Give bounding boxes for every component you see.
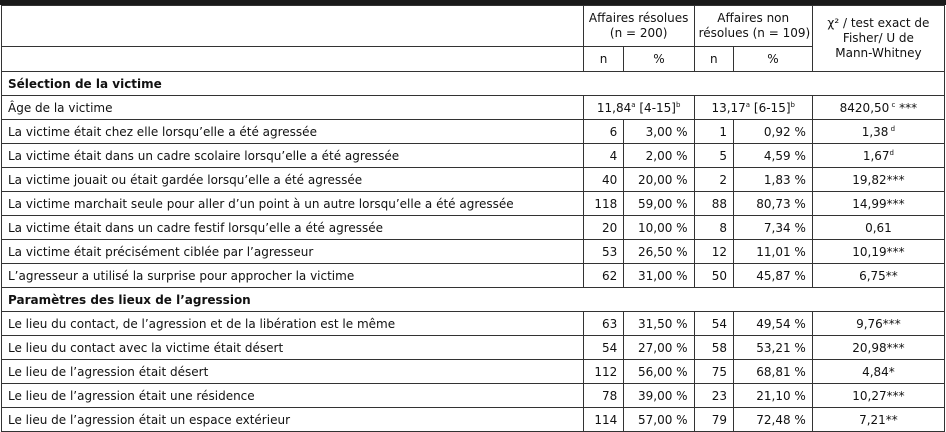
footnote-marker: d bbox=[889, 148, 894, 157]
unresolved-count: 5 bbox=[694, 144, 733, 168]
statistic-cell bbox=[812, 360, 944, 384]
unresolved-count: 58 bbox=[694, 336, 733, 360]
resolved-count: 54 bbox=[583, 336, 623, 360]
unresolved-count: 23 bbox=[694, 384, 733, 408]
resolved-count: 4 bbox=[583, 144, 623, 168]
unresolved-count: 79 bbox=[694, 408, 733, 432]
header-resolved-title: Affaires résolues bbox=[588, 11, 689, 25]
unresolved-percent: 0,92 % bbox=[734, 120, 813, 144]
resolved-percent: 26,50 % bbox=[624, 240, 694, 264]
table-row bbox=[2, 360, 945, 384]
subheader-n-unresolved: n bbox=[694, 47, 733, 72]
statistic-cell bbox=[812, 312, 944, 336]
table-row bbox=[2, 120, 945, 144]
statistic-value: 1,38 bbox=[861, 124, 889, 139]
statistic-cell bbox=[812, 336, 944, 360]
statistic-value: 1,67 bbox=[862, 148, 890, 163]
age-stat-cell bbox=[812, 96, 944, 120]
statistic-cell bbox=[812, 264, 944, 288]
unresolved-percent: 80,73 % bbox=[734, 192, 813, 216]
row-label: La victime était précisément ciblée par l’agresseur bbox=[2, 240, 584, 264]
unresolved-percent: 49,54 % bbox=[734, 312, 813, 336]
statistic-value: 10,19*** bbox=[852, 244, 905, 259]
header-resolved-count: (n = 200) bbox=[609, 26, 668, 40]
resolved-percent: 56,00 % bbox=[624, 360, 694, 384]
resolved-count: 118 bbox=[583, 192, 623, 216]
age-resolved-range: [4-15] bbox=[635, 100, 676, 115]
statistic-value: 7,21** bbox=[859, 412, 898, 427]
unresolved-count: 50 bbox=[694, 264, 733, 288]
header-unresolved-title: Affaires non bbox=[717, 11, 790, 25]
row-label: L’agresseur a utilisé la surprise pour approcher la victime bbox=[2, 264, 584, 288]
resolved-count: 78 bbox=[583, 384, 623, 408]
section-header-location-parameters bbox=[2, 288, 945, 312]
unresolved-percent: 1,83 % bbox=[734, 168, 813, 192]
resolved-count: 63 bbox=[583, 312, 623, 336]
resolved-percent: 31,50 % bbox=[624, 312, 694, 336]
statistic-cell bbox=[812, 240, 944, 264]
footnote-marker: d bbox=[888, 124, 896, 133]
age-unresolved-mean: 13,17 bbox=[711, 100, 746, 115]
table-row bbox=[2, 408, 945, 432]
age-stat-value: 8420,50 bbox=[839, 100, 890, 115]
unresolved-percent: 4,59 % bbox=[734, 144, 813, 168]
section-title: Paramètres des lieux de l’agression bbox=[2, 288, 945, 312]
resolved-count: 6 bbox=[583, 120, 623, 144]
unresolved-percent: 21,10 % bbox=[734, 384, 813, 408]
statistic-value: 6,75** bbox=[859, 268, 898, 283]
section-header-victim-selection bbox=[2, 72, 945, 96]
resolved-percent: 20,00 % bbox=[624, 168, 694, 192]
section-title: Sélection de la victime bbox=[2, 72, 945, 96]
statistic-value: 20,98*** bbox=[852, 340, 905, 355]
header-empty-cell bbox=[2, 6, 584, 47]
row-label: Le lieu de l’agression était désert bbox=[2, 360, 584, 384]
resolved-percent: 27,00 % bbox=[624, 336, 694, 360]
statistic-cell bbox=[812, 192, 944, 216]
unresolved-count: 2 bbox=[694, 168, 733, 192]
unresolved-count: 75 bbox=[694, 360, 733, 384]
row-label: La victime jouait ou était gardée lorsqu’elle a été agressée bbox=[2, 168, 584, 192]
row-label: Le lieu de l’agression était un espace extérieur bbox=[2, 408, 584, 432]
header-stat-line2: Fisher/ U de bbox=[842, 31, 914, 45]
row-label: Le lieu du contact avec la victime était désert bbox=[2, 336, 584, 360]
table-row bbox=[2, 168, 945, 192]
unresolved-count: 1 bbox=[694, 120, 733, 144]
statistic-value: 4,84* bbox=[862, 364, 895, 379]
results-table bbox=[1, 5, 945, 432]
header-unresolved bbox=[694, 6, 812, 47]
table-row bbox=[2, 144, 945, 168]
statistic-value: 10,27*** bbox=[852, 388, 905, 403]
resolved-count: 40 bbox=[583, 168, 623, 192]
table-row-age bbox=[2, 96, 945, 120]
unresolved-percent: 7,34 % bbox=[734, 216, 813, 240]
statistic-cell bbox=[812, 216, 944, 240]
statistic-value: 9,76*** bbox=[856, 316, 901, 331]
unresolved-count: 54 bbox=[694, 312, 733, 336]
unresolved-percent: 53,21 % bbox=[734, 336, 813, 360]
header-stat-line3: Mann-Whitney bbox=[835, 46, 922, 60]
resolved-count: 114 bbox=[583, 408, 623, 432]
statistic-value: 14,99*** bbox=[852, 196, 905, 211]
resolved-count: 53 bbox=[583, 240, 623, 264]
statistic-cell bbox=[812, 120, 944, 144]
unresolved-count: 88 bbox=[694, 192, 733, 216]
resolved-percent: 57,00 % bbox=[624, 408, 694, 432]
resolved-percent: 59,00 % bbox=[624, 192, 694, 216]
header-row bbox=[2, 6, 945, 47]
footnote-marker: a bbox=[631, 100, 636, 109]
resolved-count: 62 bbox=[583, 264, 623, 288]
resolved-count: 112 bbox=[583, 360, 623, 384]
statistic-cell bbox=[812, 144, 944, 168]
header-resolved bbox=[583, 6, 694, 47]
statistic-cell bbox=[812, 168, 944, 192]
age-resolved-mean: 11,84 bbox=[596, 100, 632, 115]
age-stat-significance: *** bbox=[895, 100, 918, 115]
header-unresolved-count: résolues (n = 109) bbox=[698, 26, 811, 40]
unresolved-percent: 68,81 % bbox=[734, 360, 813, 384]
victim-selection-rows bbox=[2, 120, 945, 288]
resolved-percent: 39,00 % bbox=[624, 384, 694, 408]
resolved-percent: 31,00 % bbox=[624, 264, 694, 288]
footnote-marker: a bbox=[745, 100, 751, 109]
statistic-cell bbox=[812, 384, 944, 408]
table-row bbox=[2, 240, 945, 264]
location-parameters-rows bbox=[2, 312, 945, 432]
table-row bbox=[2, 312, 945, 336]
subheader-row bbox=[2, 47, 945, 72]
row-label: La victime était dans un cadre festif lorsqu’elle a été agressée bbox=[2, 216, 584, 240]
footnote-marker: b bbox=[790, 100, 795, 109]
resolved-percent: 10,00 % bbox=[624, 216, 694, 240]
statistic-value: 19,82*** bbox=[852, 172, 905, 187]
row-label: Âge de la victime bbox=[2, 96, 584, 120]
table-row bbox=[2, 264, 945, 288]
table-row bbox=[2, 216, 945, 240]
resolved-percent: 3,00 % bbox=[624, 120, 694, 144]
statistic-cell bbox=[812, 408, 944, 432]
row-label: Le lieu de l’agression était une résidence bbox=[2, 384, 584, 408]
unresolved-percent: 45,87 % bbox=[734, 264, 813, 288]
table-row bbox=[2, 336, 945, 360]
age-unresolved-cell bbox=[694, 96, 812, 120]
unresolved-count: 12 bbox=[694, 240, 733, 264]
row-label: La victime était dans un cadre scolaire lorsqu’elle a été agressée bbox=[2, 144, 584, 168]
age-resolved-cell bbox=[583, 96, 694, 120]
subheader-pct-unresolved: % bbox=[734, 47, 813, 72]
row-label: Le lieu du contact, de l’agression et de la libération est le même bbox=[2, 312, 584, 336]
resolved-percent: 2,00 % bbox=[624, 144, 694, 168]
header-stat-line1: χ² / test exact de bbox=[827, 16, 930, 30]
subheader-empty-cell bbox=[2, 47, 584, 72]
age-unresolved-range: [6-15] bbox=[750, 100, 791, 115]
statistic-value: 0,61 bbox=[865, 220, 892, 235]
resolved-count: 20 bbox=[583, 216, 623, 240]
table-row bbox=[2, 192, 945, 216]
table-row bbox=[2, 384, 945, 408]
row-label: La victime était chez elle lorsqu’elle a été agressée bbox=[2, 120, 584, 144]
unresolved-percent: 11,01 % bbox=[734, 240, 813, 264]
footnote-marker: b bbox=[675, 100, 681, 109]
subheader-pct-resolved: % bbox=[624, 47, 694, 72]
header-statistic bbox=[812, 6, 944, 72]
subheader-n-resolved: n bbox=[583, 47, 623, 72]
unresolved-percent: 72,48 % bbox=[734, 408, 813, 432]
unresolved-count: 8 bbox=[694, 216, 733, 240]
footnote-marker: c bbox=[889, 100, 896, 109]
row-label: La victime marchait seule pour aller d’un point à un autre lorsqu’elle a été agressée bbox=[2, 192, 584, 216]
